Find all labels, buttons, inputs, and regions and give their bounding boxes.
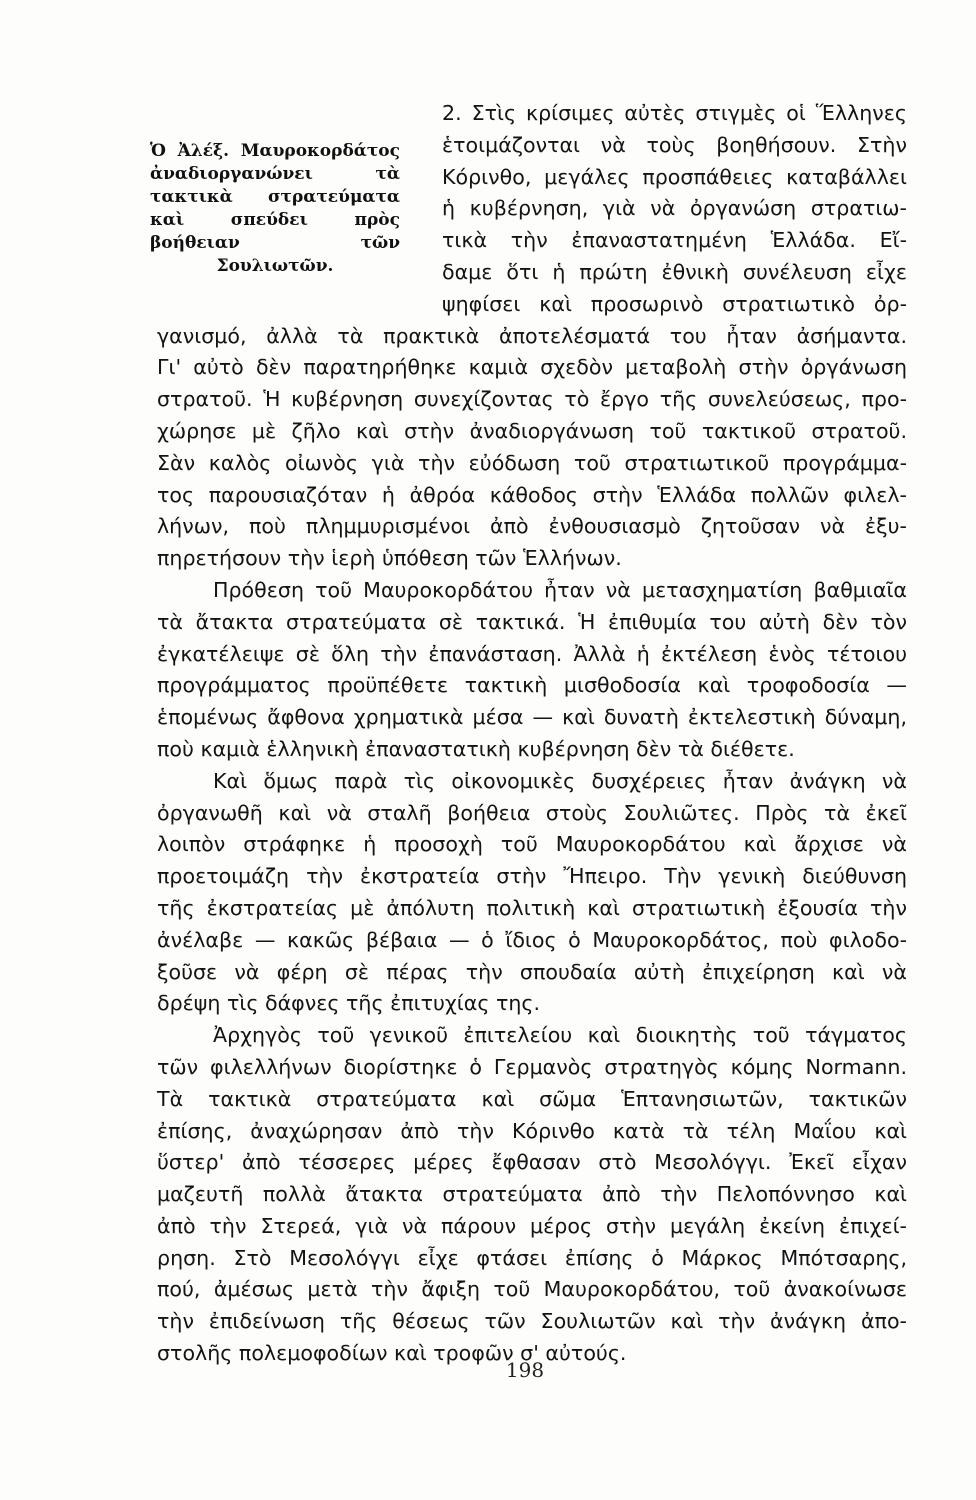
text-line: τος παρουσιαζόταν ἡ ἀθρόα κάθοδος στὴν Ἑλλάδα πολλῶν φιλελ- bbox=[157, 482, 907, 507]
page-number: 198 bbox=[505, 1358, 545, 1382]
text-line: πηρετήσουν τὴν ἱερὴ ὑπόθεση τῶν Ἑλλήνων. bbox=[157, 546, 622, 571]
text-line: γανισμό, ἀλλὰ τὰ πρακτικὰ ἀποτελέσματά του ἦταν ἀσήμαντα. bbox=[157, 323, 907, 348]
text-line: μαζευτῆ πολλὰ ἄτακτα στρατεύματα ἀπὸ τὴν Πελοπόννησο καὶ bbox=[157, 1182, 907, 1207]
text-line: λήνων, ποὺ πλημμυρισμένοι ἀπὸ ἐνθουσιασμὸ ζητοῦσαν νὰ ἐξυ- bbox=[157, 514, 907, 539]
body-text bbox=[157, 98, 907, 1370]
text-line: στολῆς πολεμοφοδίων καὶ τροφῶν σ' αὐτούς. bbox=[157, 1341, 627, 1366]
text-line: τῶν φιλελλήνων διορίστηκε ὁ Γερμανὸς στρατηγὸς κόμης Normann. bbox=[157, 1054, 907, 1079]
text-line: Τὰ τακτικὰ στρατεύματα καὶ σῶμα Ἑπτανησιωτῶν, τακτικῶν bbox=[157, 1086, 907, 1111]
text-line: ὀργανωθῆ καὶ νὰ σταλῆ βοήθεια στοὺς Σουλιῶτες. Πρὸς τὰ ἐκεῖ bbox=[157, 800, 907, 825]
text-line: ἑτοιμάζονται νὰ τοὺς βοηθήσουν. Στὴν bbox=[442, 132, 907, 157]
text-line: τὴν ἐπιδείνωση τῆς θέσεως τῶν Σουλιωτῶν καὶ τὴν ἀνάγκη ἀπο- bbox=[157, 1309, 907, 1334]
text-line: Ἀρχηγὸς τοῦ γενικοῦ ἐπιτελείου καὶ διοικητὴς τοῦ τάγματος bbox=[213, 1023, 907, 1048]
text-line: ἑπομένως ἄφθονα χρηματικὰ μέσα — καὶ δυνατὴ ἐκτελεστικὴ δύναμη, bbox=[157, 705, 907, 730]
text-line: στρατοῦ. Ἡ κυβέρνηση συνεχίζοντας τὸ ἔργο τῆς συνελεύσεως, προ- bbox=[157, 387, 907, 412]
text-line: ἡ κυβέρνηση, γιὰ νὰ ὀργανώση στρατιω- bbox=[442, 196, 907, 221]
text-line: προετοιμάζη τὴν ἐκστρατεία στὴν Ἤπειρο. Τὴν γενικὴ διεύθυνση bbox=[157, 864, 907, 889]
text-line: Γι' αὐτὸ δὲν παρατηρήθηκε καμιὰ σχεδὸν μεταβολὴ στὴν ὀργάνωση bbox=[157, 355, 907, 380]
text-line: δρέψη τὶς δάφνες τῆς ἐπιτυχίας της. bbox=[157, 991, 541, 1016]
text-line: ἐπίσης, ἀναχώρησαν ἀπὸ τὴν Κόρινθο κατὰ τὰ τέλη Μαΐου καὶ bbox=[157, 1118, 907, 1143]
text-line: 2. Στὶς κρίσιμες αὐτὲς στιγμὲς οἱ Ἕλληνες bbox=[442, 101, 907, 125]
text-line: τὰ ἄτακτα στρατεύματα σὲ τακτικά. Ἡ ἐπιθυμία του αὐτὴ δὲν τὸν bbox=[157, 609, 907, 634]
text-line: Καὶ ὅμως παρὰ τὶς οἰκονομικὲς δυσχέρειες ἦταν ἀνάγκη νὰ bbox=[213, 768, 907, 793]
text-line: ἐγκατέλειψε σὲ ὅλη τὴν ἐπανάσταση. Ἀλλὰ ἡ ἐκτέλεση ἑνὸς τέτοιου bbox=[157, 641, 907, 666]
text-line: δαμε ὅτι ἡ πρώτη ἐθνικὴ συνέλευση εἶχε bbox=[442, 259, 907, 284]
text-line: ξοῦσε νὰ φέρη σὲ πέρας τὴν σπουδαία αὐτὴ ἐπιχείρηση καὶ νὰ bbox=[157, 959, 907, 984]
text-line: τῆς ἐκστρατείας μὲ ἀπόλυτη πολιτικὴ καὶ στρατιωτικὴ ἐξουσία τὴν bbox=[157, 895, 907, 920]
text-line: ὕστερ' ἀπὸ τέσσερες μέρες ἔφθασαν στὸ Μεσολόγγι. Ἐκεῖ εἶχαν bbox=[157, 1150, 907, 1175]
text-line: ψηφίσει καὶ προσωρινὸ στρατιωτικὸ ὀρ- bbox=[442, 291, 907, 316]
text-line: ἀνέλαβε — κακῶς βέβαια — ὁ ἴδιος ὁ Μαυροκορδάτος, ποὺ φιλοδο- bbox=[157, 927, 907, 952]
text-line: ρηση. Στὸ Μεσολόγγι εἶχε φτάσει ἐπίσης ὁ Μάρκος Μπότσαρης, bbox=[157, 1245, 907, 1270]
text-line: Πρόθεση τοῦ Μαυροκορδάτου ἦταν νὰ μετασχηματίση βαθμιαῖα bbox=[213, 577, 907, 602]
text-line: Σὰν καλὸς οἰωνὸς γιὰ τὴν εὐόδωση τοῦ στρατιωτικοῦ προγράμμα- bbox=[157, 450, 907, 475]
text-line: ποὺ καμιὰ ἑλληνικὴ ἐπαναστατικὴ κυβέρνηση δὲν τὰ διέθετε. bbox=[157, 736, 795, 761]
text-line: Κόρινθο, μεγάλες προσπάθειες καταβάλλει bbox=[442, 164, 907, 189]
text-line: λοιπὸν στράφηκε ἡ προσοχὴ τοῦ Μαυροκορδάτου καὶ ἄρχισε νὰ bbox=[157, 832, 907, 857]
text-line: προγράμματος προϋπέθετε τακτικὴ μισθοδοσία καὶ τροφοδοσία — bbox=[157, 673, 907, 698]
text-line: πού, ἀμέσως μετὰ τὴν ἄφιξη τοῦ Μαυροκορδάτου, τοῦ ἀνακοίνωσε bbox=[157, 1277, 907, 1302]
margin-note: Ὁ Ἀλέξ. Μαυροκορδάτος ἀναδιοργανώνει τὰ τακτικὰ στρατεύματα καὶ σπεύδει πρὸς βοήθειαν τῶν Σουλιωτῶν. bbox=[150, 141, 400, 276]
text-line: χώρησε μὲ ζῆλο καὶ στὴν ἀναδιοργάνωση τοῦ τακτικοῦ στρατοῦ. bbox=[157, 418, 907, 443]
text-line: τικὰ τὴν ἐπαναστατημένη Ἑλλάδα. Εἴ- bbox=[442, 228, 907, 253]
text-line: ἀπὸ τὴν Στερεά, γιὰ νὰ πάρουν μέρος στὴν μεγάλη ἐκείνη ἐπιχεί- bbox=[157, 1213, 907, 1238]
